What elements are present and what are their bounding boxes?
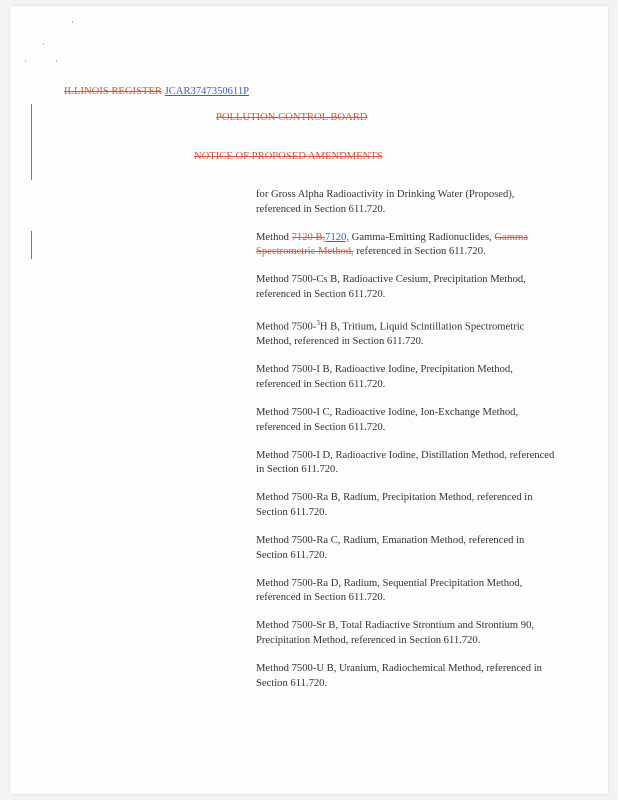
list-item: for Gross Alpha Radioactivity in Drinking Water (Proposed), referenced in Section 611.720. — [256, 189, 515, 215]
list-item: Method 7500-U B, Uranium, Radiochemical Method, referenced in Section 611.720. — [256, 663, 542, 689]
entry-post: H B, Tritium, Liquid Scintillation Spectrometric Method, referenced in Section 611.720. — [256, 321, 525, 348]
list-item: Method 7500-Sr B, Total Radiactive Strontium and Strontium 90, Precipitation Method, referenced in Section 611.720. — [256, 620, 535, 646]
entry-middle: Gamma-Emitting Radionuclides, — [349, 231, 495, 243]
list-item: Method 7500-Ra D, Radium, Sequential Precipitation Method, referenced in Section 611.720. — [256, 577, 523, 604]
list-item — [256, 316, 556, 350]
revision-bar — [31, 231, 32, 259]
board-title: POLLUTION CONTROL BOARD — [216, 112, 368, 123]
revision-bar — [31, 104, 32, 180]
list-item: Method 7500-I B, Radioactive Iodine, Precipitation Method, referenced in Section 611.720. — [256, 364, 513, 390]
register-deleted: ILLINOIS REGISTER — [64, 86, 162, 97]
list-item: Method 7500-Ra B, Radium, Precipitation Method, referenced in Section 611.720. — [256, 492, 533, 518]
scan-speck — [72, 21, 73, 23]
deleted-text: Gamma Spectrometric Method, — [256, 231, 528, 258]
list-item: Method 7500-I C, Radioactive Iodine, Ion-Exchange Method, referenced in Section 611.720. — [256, 406, 519, 433]
methods-list — [256, 188, 556, 705]
list-item: Method 7500-I D, Radioactive Iodine, Distillation Method, referenced in Section 611.720. — [256, 449, 555, 476]
entry-prefix: Method — [256, 231, 292, 243]
deleted-text: 7120 B, — [291, 231, 326, 243]
entry-pre: Method 7500- — [256, 321, 317, 333]
list-item: Method 7500-Ra C, Radium, Emanation Method, referenced in Section 611.720. — [256, 535, 525, 561]
list-item: Method 7500-Cs B, Radioactive Cesium, Precipitation Method, referenced in Section 611.720. — [256, 274, 526, 300]
scan-speck — [43, 43, 44, 45]
inserted-text: 7120, — [325, 231, 350, 243]
superscript: 3 — [316, 319, 320, 328]
notice-title: NOTICE OF PROPOSED AMENDMENTS — [194, 151, 383, 162]
list-item — [256, 231, 556, 260]
register-inserted: JCAR3747350611P — [164, 86, 250, 97]
scan-speck — [56, 60, 57, 62]
scan-speck — [25, 60, 26, 62]
register-header — [64, 86, 249, 97]
document-page — [10, 6, 608, 794]
entry-suffix: referenced in Section 611.720. — [353, 246, 486, 258]
